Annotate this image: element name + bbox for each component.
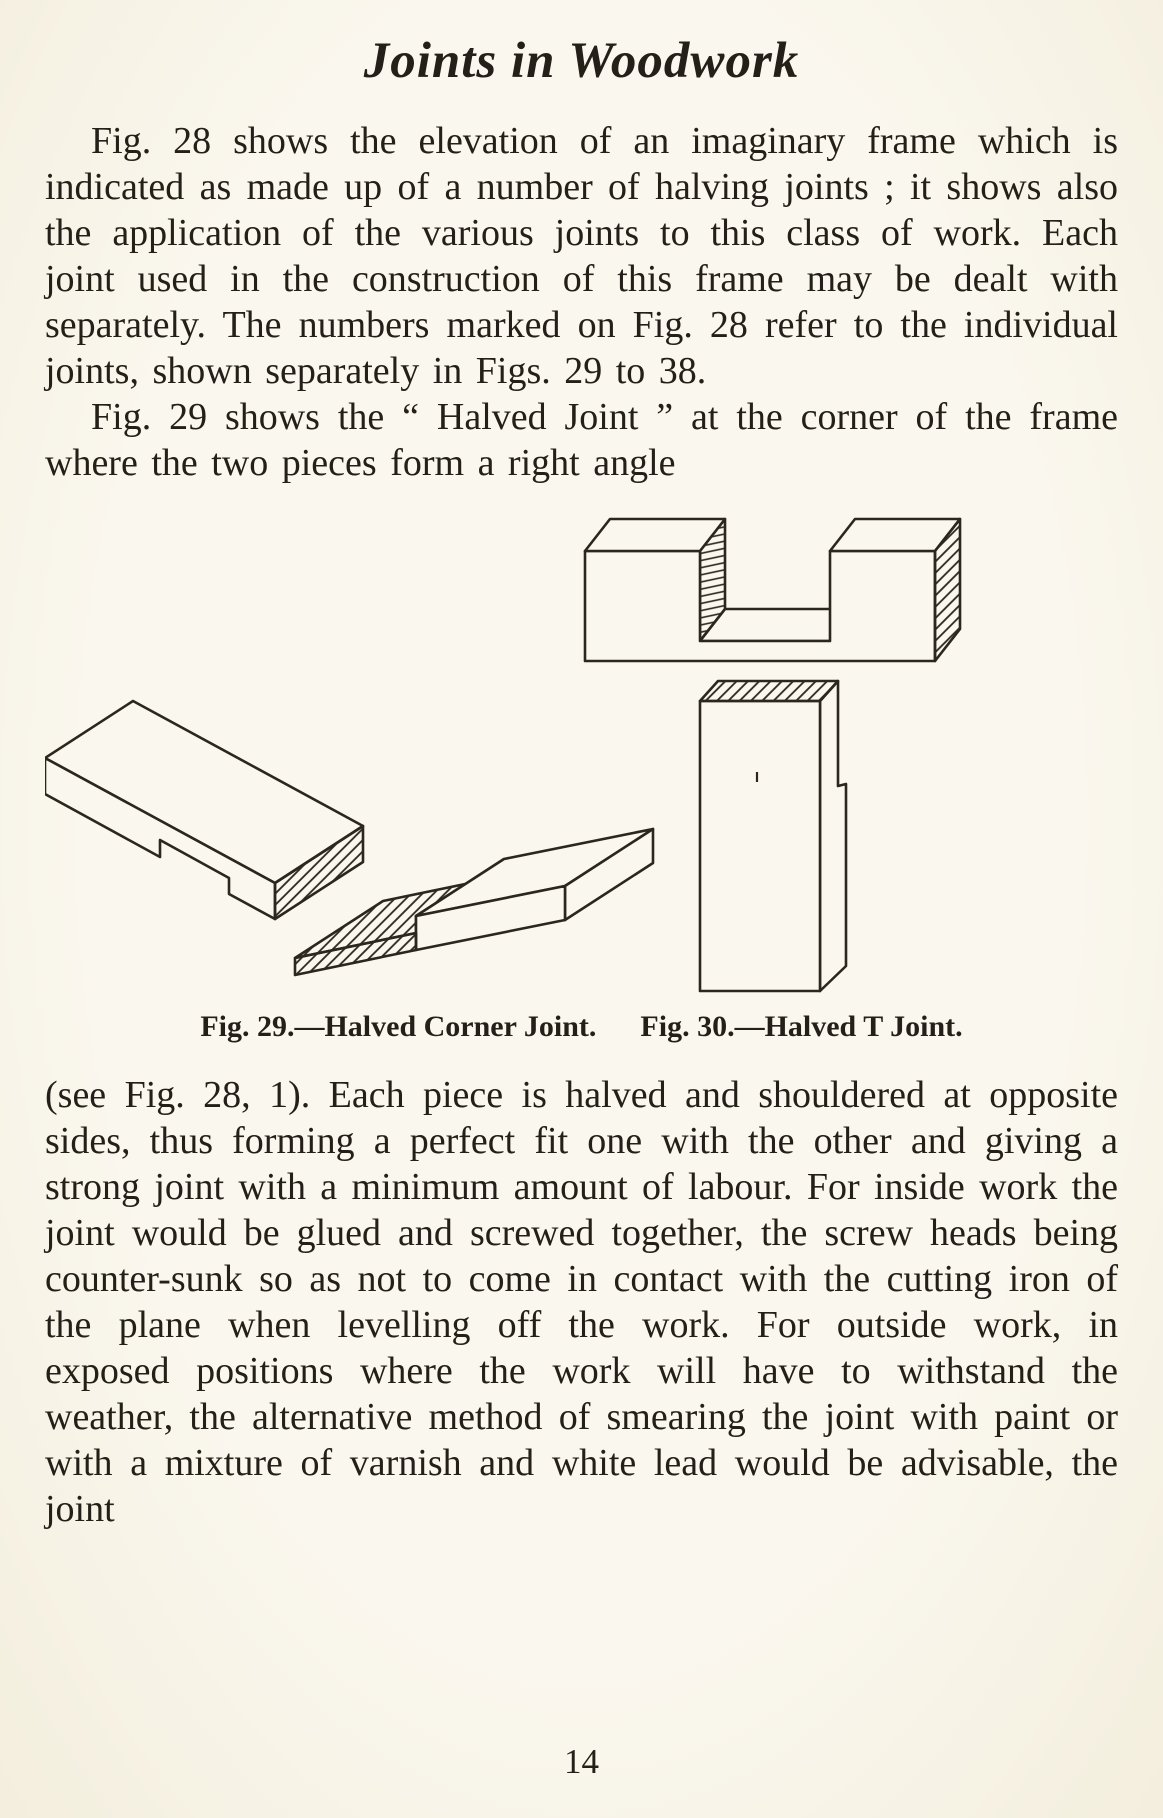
page-title: Joints in Woodwork bbox=[363, 33, 800, 89]
figure-captions bbox=[45, 1010, 1118, 1044]
fig29-caption: Fig. 29.—Halved Corner Joint. bbox=[200, 1010, 597, 1043]
fig30-cross-piece-drawing bbox=[585, 519, 960, 661]
paragraph-2: Fig. 29 shows the “ Halved Joint ” at the corner of the frame where the two pieces form a right angle bbox=[45, 396, 1118, 484]
fig30-caption: Fig. 30.—Halved T Joint. bbox=[640, 1010, 963, 1043]
paragraph-3: (see Fig. 28, 1). Each piece is halved and shouldered at opposite sides, thus forming a perfect fit one with the other and giving a strong joint with a minimum amount of labour. For inside work the joint would be glued and screwed together, the screw heads being counter-sunk so as not to come in contact with the cutting iron of the plane when levelling off the work. For outside work, in exposed positions where the work will have to withstand the weather, the alternative method of smearing the joint with paint or with a mixture of varnish and white lead would be advisable, the joint bbox=[45, 1074, 1118, 1530]
fig29-upper-piece-drawing bbox=[45, 701, 363, 919]
fig30-stem-piece-drawing bbox=[700, 681, 846, 991]
figure-area bbox=[45, 496, 1118, 1008]
paragraph-1: Fig. 28 shows the elevation of an imaginary frame which is indicated as made up of a number of halving joints ; it shows also the application of the various joints to this class of work. Each joint used in the construction of this frame may be dealt with separately. The numbers marked on Fig. 28 refer to the individual joints, shown separately in Figs. 29 to 38. bbox=[45, 120, 1118, 392]
woodwork-joint-figures bbox=[45, 496, 1118, 1008]
page-number: 14 bbox=[564, 1742, 599, 1781]
